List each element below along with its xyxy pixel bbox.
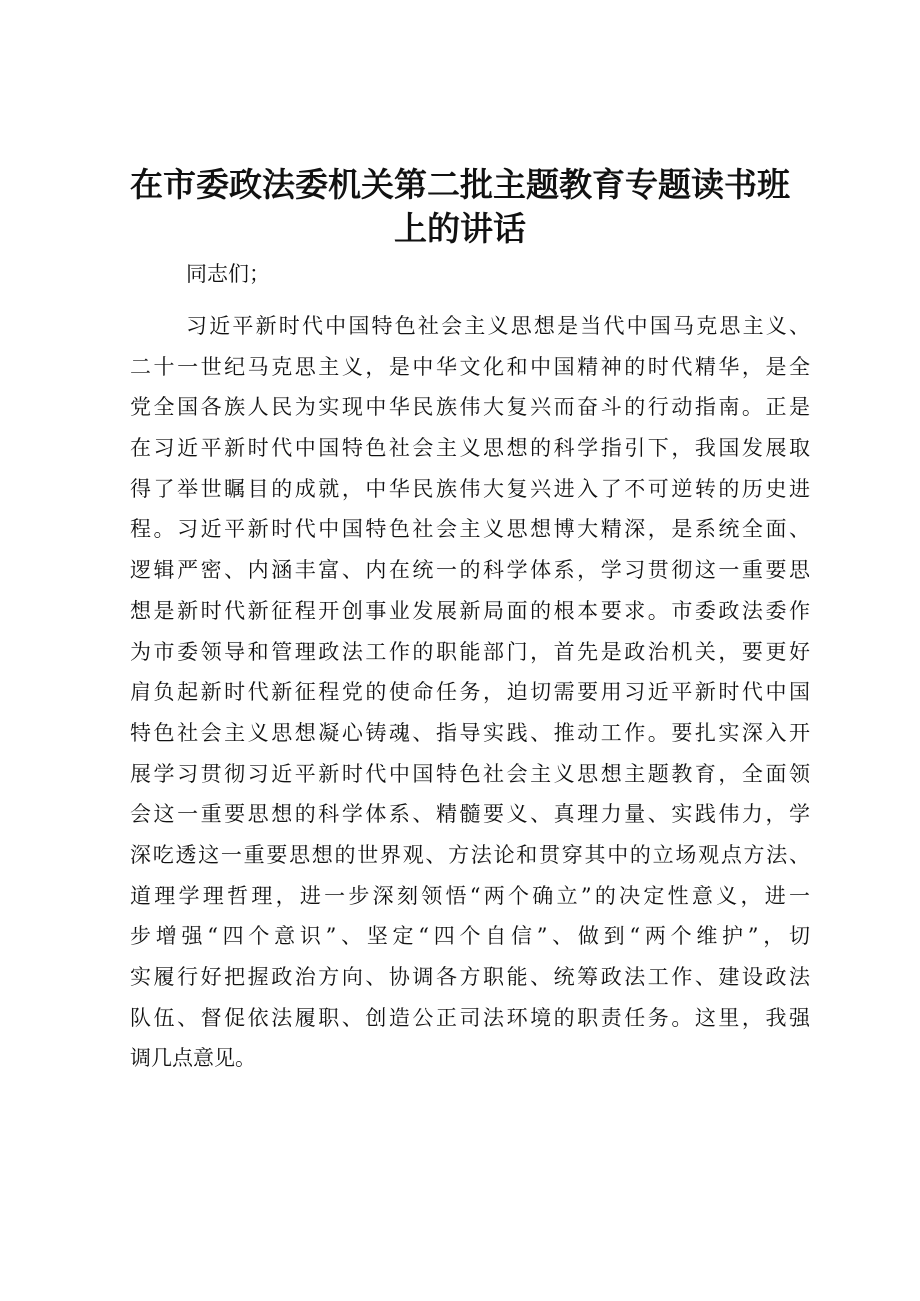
paragraph-line: 为市委领导和管理政法工作的职能部门，首先是政治机关，要更好 (130, 639, 810, 664)
paragraph-line: 党全国各族人民为实现中华民族伟大复兴而奋斗的行动指南。正是 (130, 395, 810, 420)
paragraph-line: 二十一世纪马克思主义，是中华文化和中国精神的时代精华，是全 (130, 354, 810, 379)
paragraph-line: 调几点意见。 (130, 1046, 256, 1071)
paragraph-line: 想是新时代新征程开创事业发展新局面的根本要求。市委政法委作 (130, 598, 810, 623)
paragraph-line: 得了举世瞩目的成就，中华民族伟大复兴进入了不可逆转的历史进 (130, 476, 810, 501)
paragraph-line: 特色社会主义思想凝心铸魂、指导实践、推动工作。要扎实深入开 (130, 720, 810, 745)
paragraph-line: 程。习近平新时代中国特色社会主义思想博大精深，是系统全面、 (130, 517, 810, 542)
paragraph-line: 步增强“四个意识”、坚定“四个自信”、做到“两个维护”，切 (130, 924, 810, 949)
salutation: 同志们； (186, 262, 270, 286)
paragraph-line: 展学习贯彻习近平新时代中国特色社会主义思想主题教育，全面领 (130, 761, 810, 786)
paragraph-line: 道理学理哲理，进一步深刻领悟“两个确立”的决定性意义，进一 (130, 883, 810, 908)
paragraph-line: 在习近平新时代中国特色社会主义思想的科学指引下，我国发展取 (130, 436, 810, 461)
paragraph-line: 深吃透这一重要思想的世界观、方法论和贯穿其中的立场观点方法、 (130, 842, 810, 867)
paragraph-line: 肩负起新时代新征程党的使命任务，迫切需要用习近平新时代中国 (130, 680, 810, 705)
paragraph-line: 实履行好把握政治方向、协调各方职能、统筹政法工作、建设政法 (130, 965, 810, 989)
paragraph-line: 会这一重要思想的科学体系、精髓要义、真理力量、实践伟力，学 (130, 802, 810, 827)
document-title-line-2: 上的讲话 (394, 209, 526, 248)
body-paragraph (130, 306, 810, 1079)
paragraph-line: 逻辑严密、内涵丰富、内在统一的科学体系，学习贯彻这一重要思 (130, 558, 810, 583)
paragraph-line: 队伍、督促依法履职、创造公正司法环境的职责任务。这里，我强 (130, 1005, 810, 1030)
paragraph-line: 习近平新时代中国特色社会主义思想是当代中国马克思主义、 (186, 314, 810, 338)
document-title-line-1: 在市委政法委机关第二批主题教育专题读书班 (130, 165, 790, 204)
